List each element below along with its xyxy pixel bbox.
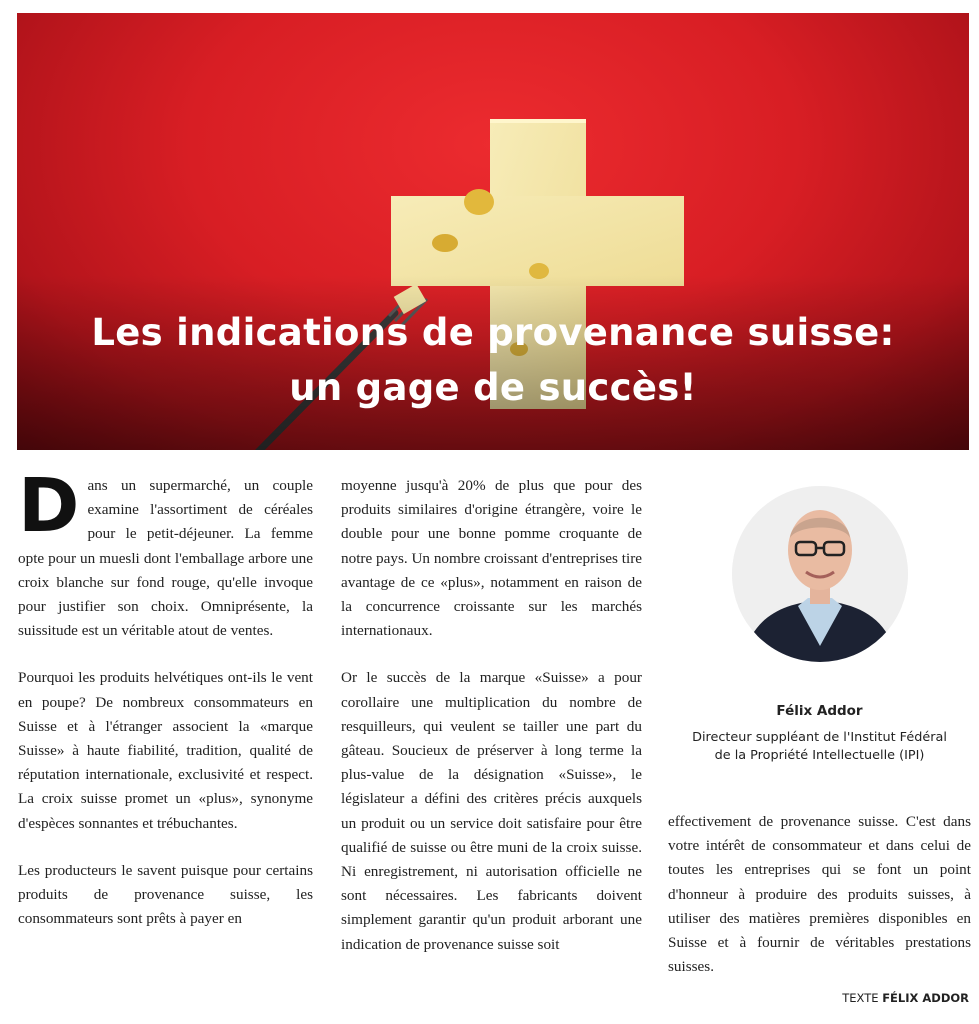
byline-name: FÉLIX ADDOR	[882, 991, 969, 1005]
byline	[842, 991, 969, 1005]
article-column-2	[341, 474, 642, 980]
author-name: Félix Addor	[776, 703, 863, 719]
author-portrait	[732, 486, 908, 662]
paragraph: moyenne jusqu'à 20% de plus que pour des produits similaires d'origine étrangère, voire le double pour une bonne pomme croquante de notre pays. Un nombre croissant d'entreprises tire avantage de ce «plus», notamment en raison de la concurrence croissante sur les marchés internationaux.	[341, 477, 642, 640]
paragraph: effectivement de provenance suisse. C'est dans votre intérêt de consommateur et dans celui de toutes les entreprises qui se font un point d'honneur à produire des produits suisses, à utiliser des matières premières disponibles en Suisse et à fournir de véritables prestations suisses.	[668, 813, 971, 976]
article-column-1	[18, 463, 313, 954]
paragraph-text: ans un supermarché, un couple examine l'assortiment de céréales pour le petit-déjeuner. La femme opte pour un muesli dont l'emballage arbore une croix blanche sur fond rouge, qu'elle invoque pour justifier son choix. Omniprésente, la suissitude est un véritable atout de ventes.	[18, 477, 313, 640]
author-role	[668, 729, 971, 765]
drop-cap: D	[18, 463, 80, 549]
author-role-line-1: Directeur suppléant de l'Institut Fédéral	[692, 730, 947, 745]
headline	[17, 305, 969, 415]
article-column-3	[668, 810, 971, 1002]
headline-line-2: un gage de succès!	[289, 366, 697, 409]
avatar	[732, 486, 908, 662]
paragraph: Les producteurs le savent puisque pour certains produits de provenance suisse, les consommateurs sont prêts à payer en	[18, 861, 313, 928]
paragraph: Or le succès de la marque «Suisse» a pour corollaire une multiplication du nombre de resquilleurs, qui veulent se tailler une part du gâteau. Soucieux de préserver à long terme la plus-value de la désignation «Suisse», le législateur a défini des critères précis auxquels un produit ou un service doit satisfaire pour être qualifié de suisse ou être muni de la croix suisse. Ni enregistrement, ni autorisation officielle ne sont nécessaires. Les fabricants doivent simplement garantir qu'un produit arborant une indication de provenance suisse soit	[341, 669, 642, 953]
headline-line-1: Les indications de provenance suisse:	[91, 311, 895, 354]
paragraph	[18, 463, 313, 643]
hero-image	[17, 13, 969, 450]
byline-label: TEXTE	[842, 991, 879, 1005]
author-role-line-2: de la Propriété Intellectuelle (IPI)	[714, 748, 925, 763]
paragraph: Pourquoi les produits helvétiques ont-ils le vent en poupe? De nombreux consommateurs en Suisse et à l'étranger associent la «marque Suisse» à haute fiabilité, tradition, qualité de réputation internationale, exclusivité et respect. La croix suisse promet un «plus», synonyme d'espèces sonnantes et trébuchantes.	[18, 669, 313, 832]
